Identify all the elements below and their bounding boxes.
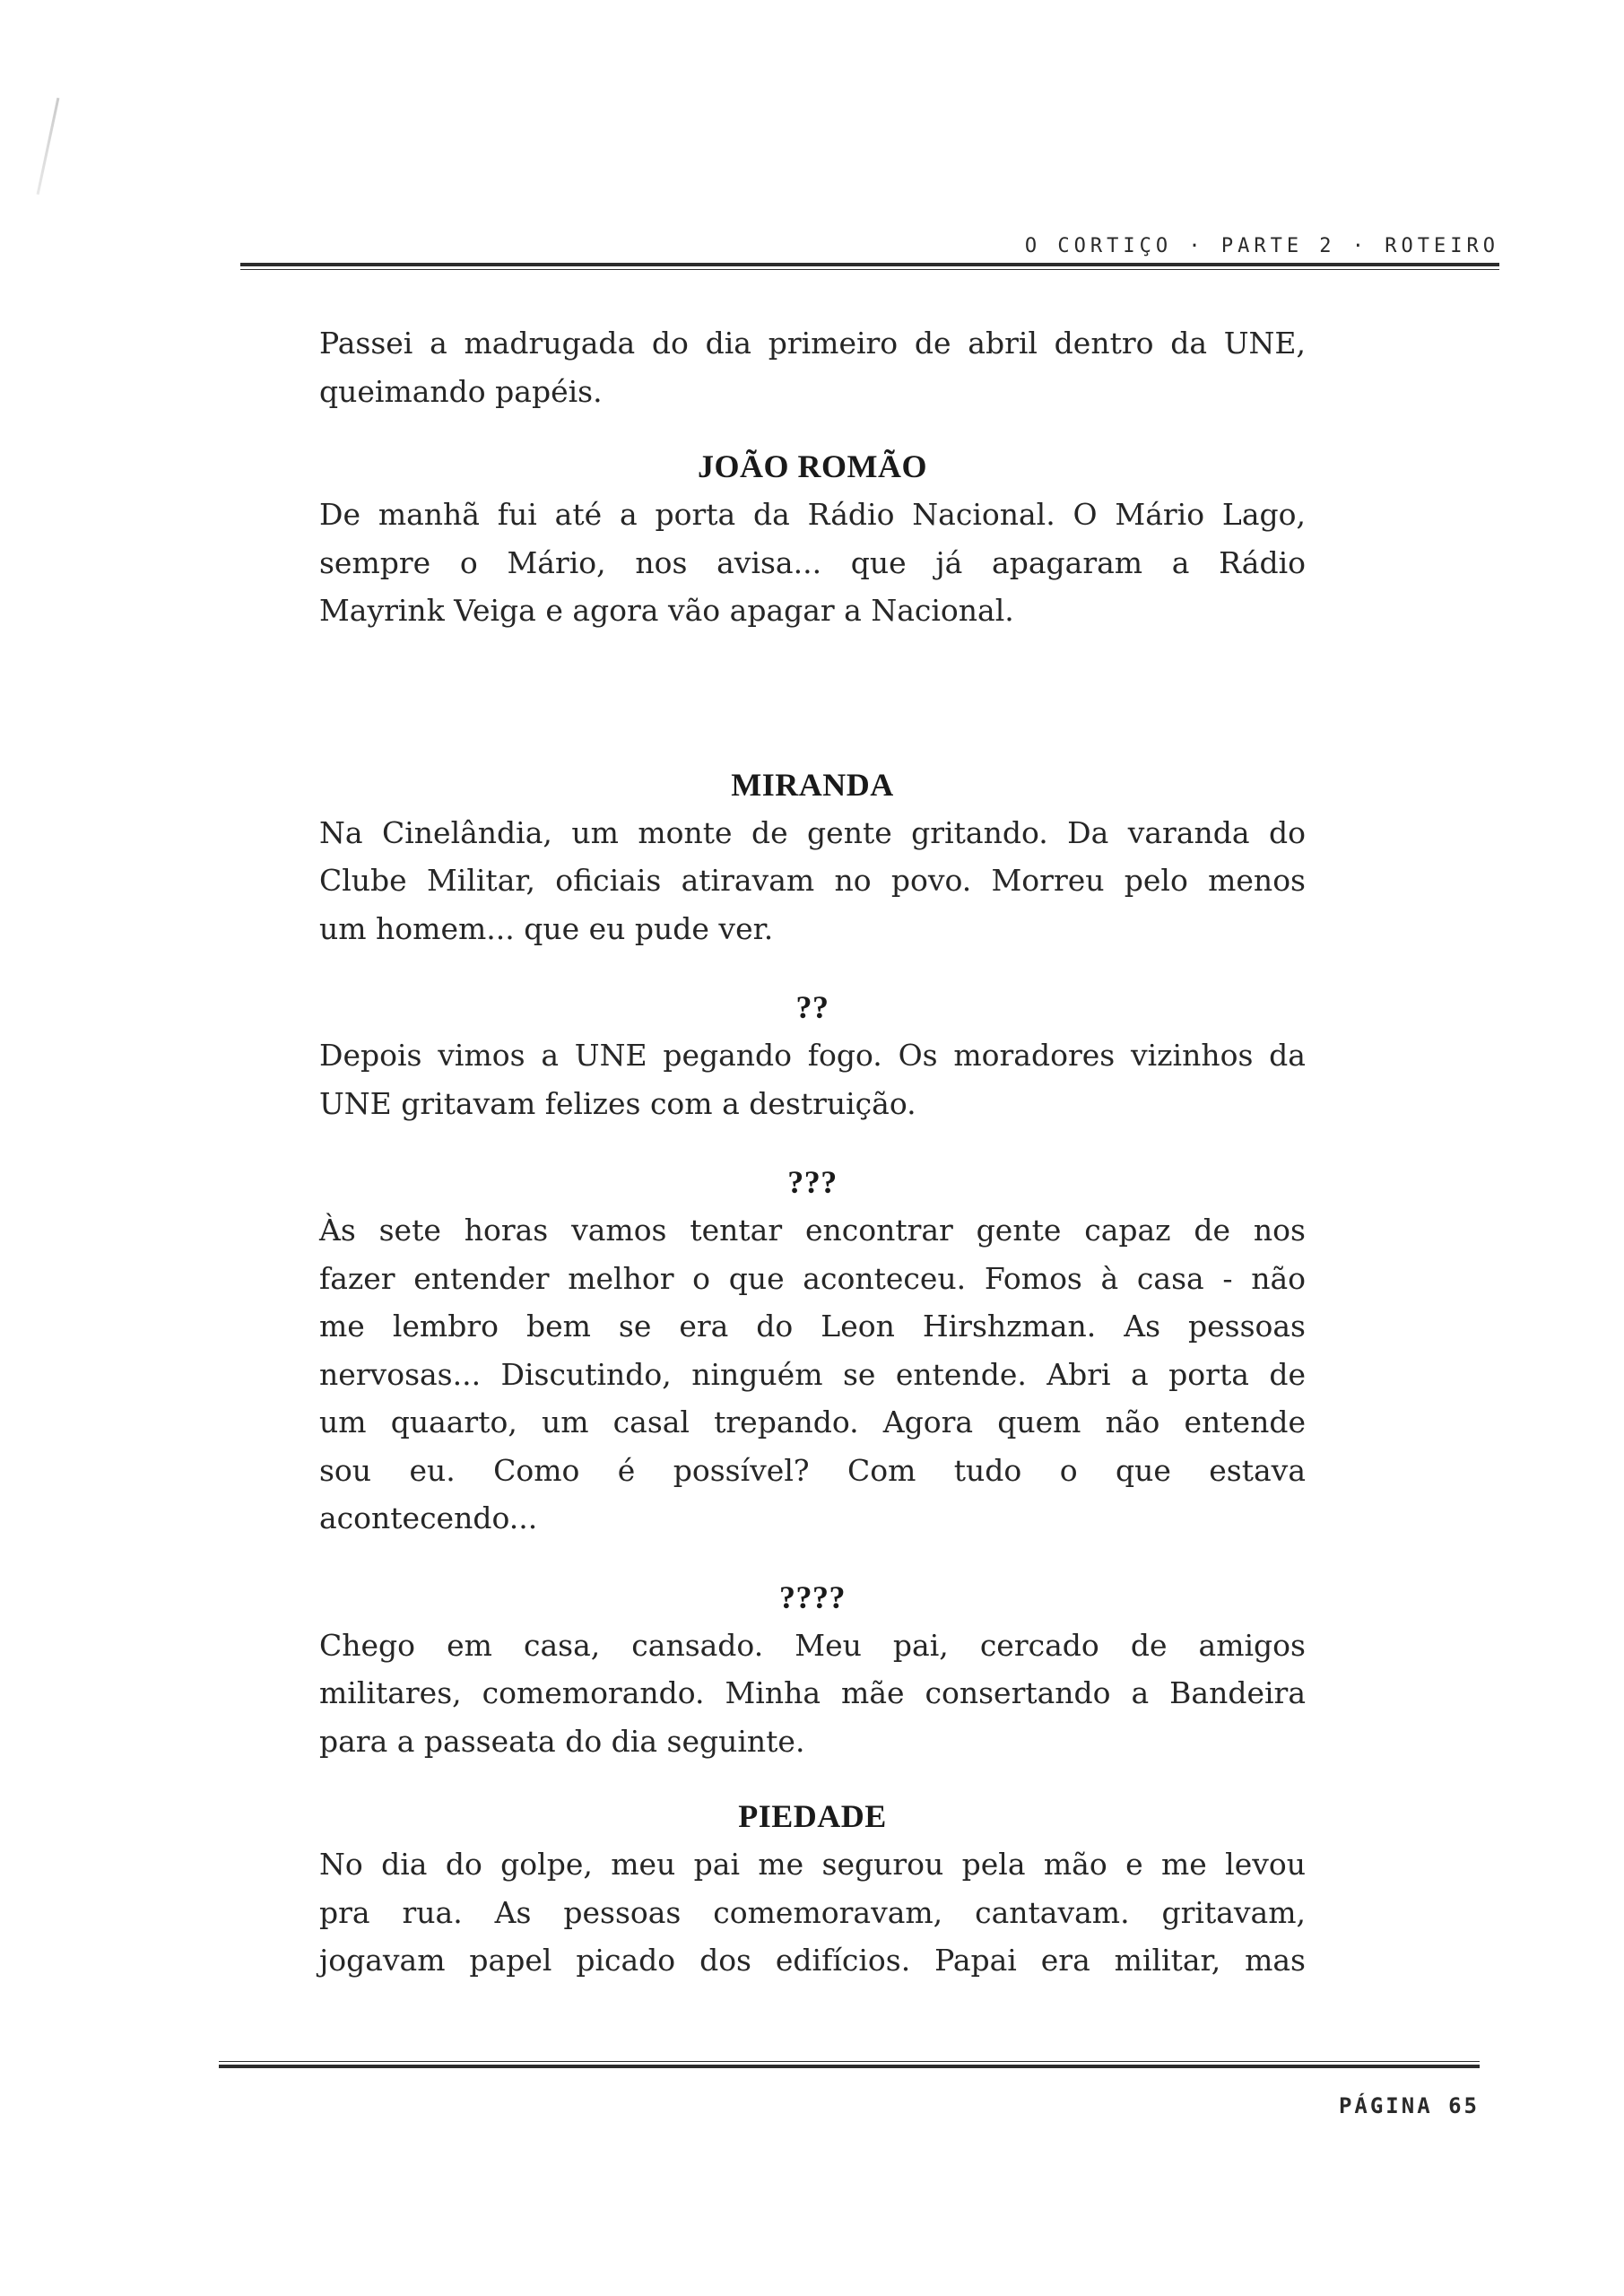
dialogue-block-piedade bbox=[319, 1792, 1306, 1985]
footer-rule-thick bbox=[219, 2065, 1480, 2068]
speaker-name: JOÃO ROMÃO bbox=[698, 448, 927, 484]
dialogue-line: Chego em casa, cansado. Meu pai, cercado de amigos bbox=[319, 1627, 1306, 1663]
dialogue-line: jogavam papel picado dos edifícios. Papai era militar, mas bbox=[319, 1943, 1306, 1978]
dialogue-block-unnamed-2 bbox=[319, 983, 1306, 1127]
running-header-title: O CORTIÇO · PARTE 2 · ROTEIRO bbox=[1024, 235, 1499, 257]
page-header bbox=[240, 235, 1499, 270]
speaker-name: ?? bbox=[795, 989, 829, 1025]
dialogue-line: sou eu. Como é possível? Com tudo o que estava bbox=[319, 1452, 1306, 1488]
dialogue-line: nervosas... Discutindo, ninguém se entende. Abri a porta de bbox=[319, 1356, 1306, 1392]
dialogue-line: Mayrink Veiga e agora vão apagar a Nacional. bbox=[319, 593, 1014, 628]
dialogue-line: Passei a madrugada do dia primeiro de abril dentro da UNE, bbox=[319, 326, 1306, 361]
speaker-name: ???? bbox=[779, 1578, 846, 1615]
speaker-name: PIEDADE bbox=[738, 1798, 887, 1834]
dialogue-line: um quaarto, um casal trepando. Agora quem não entende bbox=[319, 1405, 1306, 1439]
dialogue-line: para a passeata do dia seguinte. bbox=[319, 1723, 805, 1759]
dialogue-line: Depois vimos a UNE pegando fogo. Os moradores vizinhos da bbox=[319, 1038, 1306, 1073]
dialogue-line: Às sete horas vamos tentar encontrar gente capaz de nos bbox=[319, 1213, 1306, 1248]
page-number: PÁGINA 65 bbox=[1338, 2093, 1480, 2118]
dialogue-line: acontecendo... bbox=[319, 1500, 538, 1535]
dialogue-line: Clube Militar, oficiais atiravam no povo. Morreu pelo menos bbox=[319, 863, 1306, 898]
page-footer bbox=[219, 2061, 1480, 2118]
dialogue-block-unnamed-3 bbox=[319, 1158, 1306, 1543]
dialogue-line: fazer entender melhor o que aconteceu. Fomos à casa - não bbox=[319, 1260, 1306, 1296]
dialogue-block-unnamed-4 bbox=[319, 1573, 1306, 1766]
dialogue-block-opening bbox=[319, 319, 1306, 415]
dialogue-line: me lembro bem se era do Leon Hirshzman. As pessoas bbox=[319, 1309, 1306, 1344]
dialogue-line: militares, comemorando. Minha mãe consertando a Bandeira bbox=[319, 1675, 1306, 1710]
scan-artifact-mark bbox=[37, 98, 60, 195]
dialogue-line: queimando papéis. bbox=[319, 373, 603, 409]
dialogue-line: Na Cinelândia, um monte de gente gritando. Da varanda do bbox=[319, 814, 1306, 850]
header-rule-thin bbox=[240, 269, 1499, 270]
dialogue-line: pra rua. As pessoas comemoravam, cantavam. gritavam, bbox=[319, 1894, 1306, 1930]
header-rule-thick bbox=[240, 263, 1499, 266]
dialogue-block-miranda bbox=[319, 761, 1306, 953]
dialogue-line: De manhã fui até a porta da Rádio Nacional. O Mário Lago, bbox=[319, 497, 1306, 532]
speaker-name: ??? bbox=[787, 1164, 838, 1200]
dialogue-line: um homem... que eu pude ver. bbox=[319, 910, 774, 946]
dialogue-line: UNE gritavam felizes com a destruição. bbox=[319, 1085, 916, 1121]
script-body bbox=[319, 319, 1306, 1985]
speaker-name: MIRANDA bbox=[731, 766, 894, 803]
dialogue-line: sempre o Mário, nos avisa... que já apagaram a Rádio bbox=[319, 544, 1306, 580]
footer-rule-thin bbox=[219, 2061, 1480, 2062]
dialogue-block-joao-romao bbox=[319, 442, 1306, 635]
dialogue-line: No dia do golpe, meu pai me segurou pela mão e me levou bbox=[319, 1847, 1306, 1882]
